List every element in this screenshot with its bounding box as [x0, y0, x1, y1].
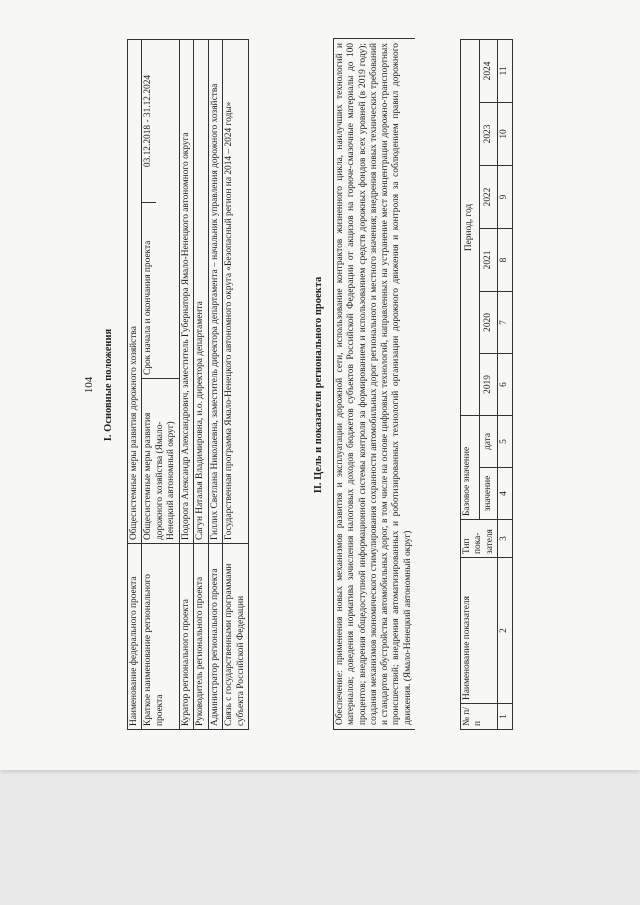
column-number: 11: [498, 39, 512, 102]
passport-value: Подорога Александр Александрович, заместитель Губернатора Ямало-Ненецкого автономного округа: [179, 39, 193, 543]
indicators-table: [460, 39, 513, 730]
column-number: 5: [498, 415, 512, 467]
project-goal-text: Обеспечение: применения новых механизмов развития и эксплуатации дорожной сети, использование контрактов жизненного цикла, наилучших технологий и материалов; доведения норматива зачисления налоговых доходов бюджетов субъектов Российской Федерации от акцизов на горюче-смазочные материалы до 100 процентов; внедрения общедоступной информационной системы контроля за формированием и использованием средств дорожных фондов всех уровней (в 2019 году); создания механизмов экономического стимулирования сохранности автомобильных дорог регионального и местного значения; внедрения новых технических требований и стандартов обустройства автомобильных дорог, в том числе на основе цифровых технологий, направленных на устранение мест концентрации дорожно-транспортных происшествий; внедрения автоматизированных и роботизированных технологий организации дорожного движения и контроля за соблюдением правил дорожного движения. (Ямало-Ненецкий автономный округ): [333, 38, 415, 730]
passport-value: Общесистемные меры развития дорожного хозяйства (Ямало-Ненецкий автономный округ): [142, 379, 179, 544]
passport-value: Государственная программа Ямало-Ненецкого автономного округа «Безопасный регион на 2014 – 2024 годы»: [223, 39, 249, 543]
column-header-year: 2024: [479, 39, 498, 102]
passport-label: Руководитель регионального проекта: [194, 544, 208, 730]
project-term-value: 03.12.2018 - 31.12.2024: [143, 74, 154, 168]
column-header-number: № п/п: [461, 704, 498, 730]
table-row: [208, 39, 222, 729]
column-number: 8: [498, 228, 512, 291]
table-row: [179, 39, 193, 729]
project-passport-table: [127, 39, 249, 730]
column-header-year: 2019: [479, 353, 498, 415]
column-header-year: 2023: [479, 102, 498, 165]
column-header-year: 2020: [479, 291, 498, 353]
passport-label: Куратор регионального проекта: [179, 544, 193, 730]
column-header-period: Период, год: [461, 39, 480, 415]
column-number: 10: [498, 102, 512, 165]
passport-label: Администратор регионального проекта: [208, 544, 222, 730]
column-header-year: 2021: [479, 228, 498, 291]
passport-label: Связь с государственными программами субъекта Российской Федерации: [223, 544, 249, 730]
column-number: 3: [498, 520, 512, 558]
passport-label: Краткое наименование регионального проекта: [142, 544, 179, 730]
column-header-value: значение: [479, 468, 498, 520]
column-header-indicator-name: Наименование показателя: [461, 558, 498, 704]
table-row: [194, 39, 208, 729]
table-header-row: [461, 39, 480, 729]
passport-value: Гиллих Светлана Николаевна, заместитель директора департамента – начальник управления дорожного хозяйства: [208, 39, 222, 543]
section-title-goal-indicators: II. Цель и показатели регионального проекта: [313, 276, 324, 494]
column-header-indicator-type: Тип пока-зателя: [461, 520, 498, 558]
passport-label: Наименование федерального проекта: [128, 544, 142, 730]
section-title-main-provisions: I. Основные положения: [103, 328, 114, 442]
project-term-table: [142, 40, 155, 378]
column-number: 6: [498, 353, 512, 415]
page-number: 104: [83, 376, 95, 394]
column-header-base-value: Базовое значение: [461, 415, 480, 519]
column-number-row: [498, 39, 512, 729]
passport-value: Общесистемные меры развития дорожного хозяйства: [128, 39, 142, 543]
column-number: 2: [498, 558, 512, 704]
table-row: [128, 39, 142, 729]
column-number: 7: [498, 291, 512, 353]
column-number: 4: [498, 468, 512, 520]
passport-value: Сагун Наталья Владимировна, и.о. директора департамента: [194, 39, 208, 543]
column-number: 9: [498, 165, 512, 228]
column-header-year: 2022: [479, 165, 498, 228]
column-header-date: дата: [479, 415, 498, 467]
table-row: [142, 39, 179, 729]
project-term-label: Срок начала и окончания проекта: [142, 203, 155, 379]
project-term-cell: [142, 39, 179, 378]
column-number: 1: [498, 704, 512, 730]
table-row: [223, 39, 249, 729]
